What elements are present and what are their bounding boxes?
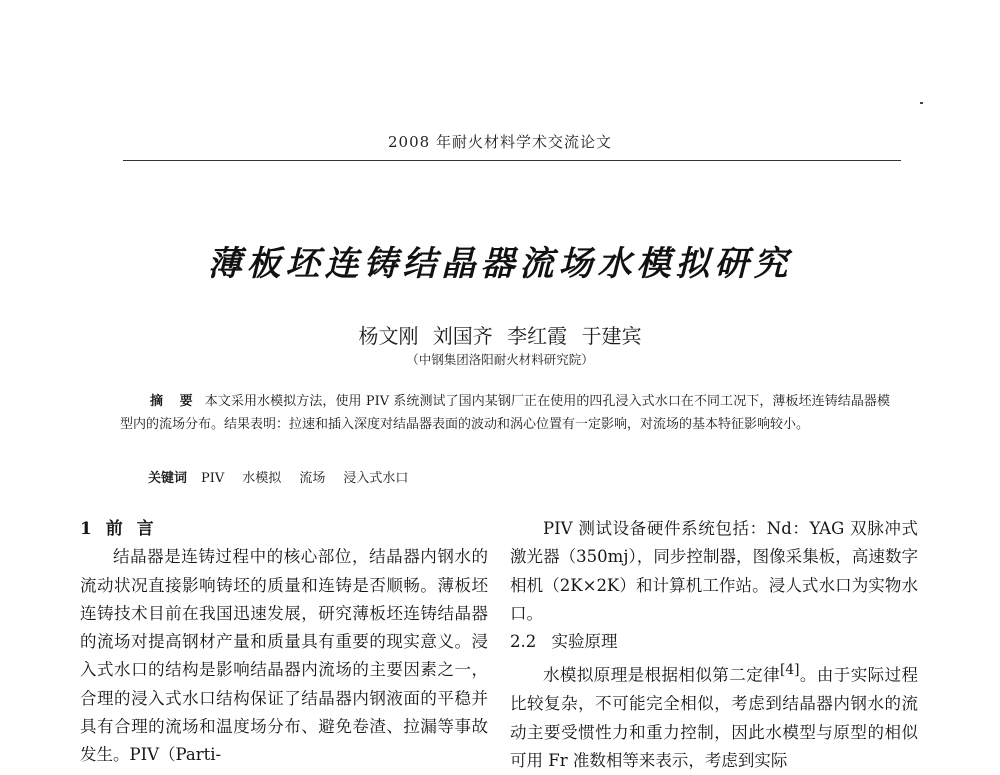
body-paragraph: 结晶器是连铸过程中的核心部位，结晶器内钢水的流动状况直接影响铸坯的质量和连铸是否顺畅。薄板坯连铸技术目前在我国迅速发展，研究薄板坯连铸结晶器的流场对提高钢材产量和质量具有重要的现实意义。浸入式水口的结构是影响结晶器内流场的主要因素之一，合理的浸入式水口结构保证了结晶器内钢液面的平稳并具有合理的流场和温度场分布、避免卷渣、拉漏等事故发生。PIV（Parti- [80, 547, 488, 765]
body-paragraph: PIV 测试设备硬件系统包括：Nd：YAG 双脉冲式激光器（350mj），同步控制器，图像采集板，高速数字相机（2K×2K）和计算机工作站。浸人式水口为实物水口。 [510, 519, 918, 623]
author-list: 杨文刚 刘国齐 李红霞 于建宾 [358, 324, 642, 348]
body-paragraph [510, 656, 918, 775]
paragraph-text: 水模拟原理是根据相似第二定律 [543, 665, 781, 685]
paper-title: 薄板坯连铸结晶器流场水模拟研究 [207, 244, 793, 284]
subsection-heading: 2.2 实验原理 [510, 632, 618, 652]
left-column [80, 515, 488, 770]
citation-ref: [4] [780, 662, 800, 679]
paragraph-text: 。由于实际过程比较复杂，不可能完全相似，考虑到结晶器内钢水的流动主要受惯性力和重力控制，因此水模型与原型的相似可用 Fr 准数相等来表示，考虑到实际 [510, 665, 919, 770]
keyword: 浸入式水口 [343, 471, 409, 486]
scan-speck [920, 102, 923, 104]
header-rule [123, 160, 901, 161]
abstract-text: 本文采用水模拟方法，使用 PIV 系统测试了国内某钢厂正在使用的四孔浸入式水口在不同工况下，薄板坯连铸结晶器模型内的流场分布。结果表明：拉速和插入深度对结晶器表面的波动和涡心位置有一定影响，对流场的基本特征影响较小。 [120, 394, 890, 432]
section-heading: 1 前 言 [80, 519, 154, 539]
affiliation: （中钢集团洛阳耐火材料研究院） [406, 352, 594, 367]
keywords [148, 467, 426, 486]
keywords-label: 关键词 [148, 471, 188, 486]
keyword: 水模拟 [242, 471, 282, 486]
keyword: PIV [201, 471, 225, 486]
abstract [120, 390, 890, 436]
abstract-label: 摘 要 [150, 394, 199, 409]
right-column [510, 515, 918, 775]
running-head: 2008 年耐火材料学术交流论文 [388, 133, 612, 151]
keyword: 流场 [299, 471, 326, 486]
